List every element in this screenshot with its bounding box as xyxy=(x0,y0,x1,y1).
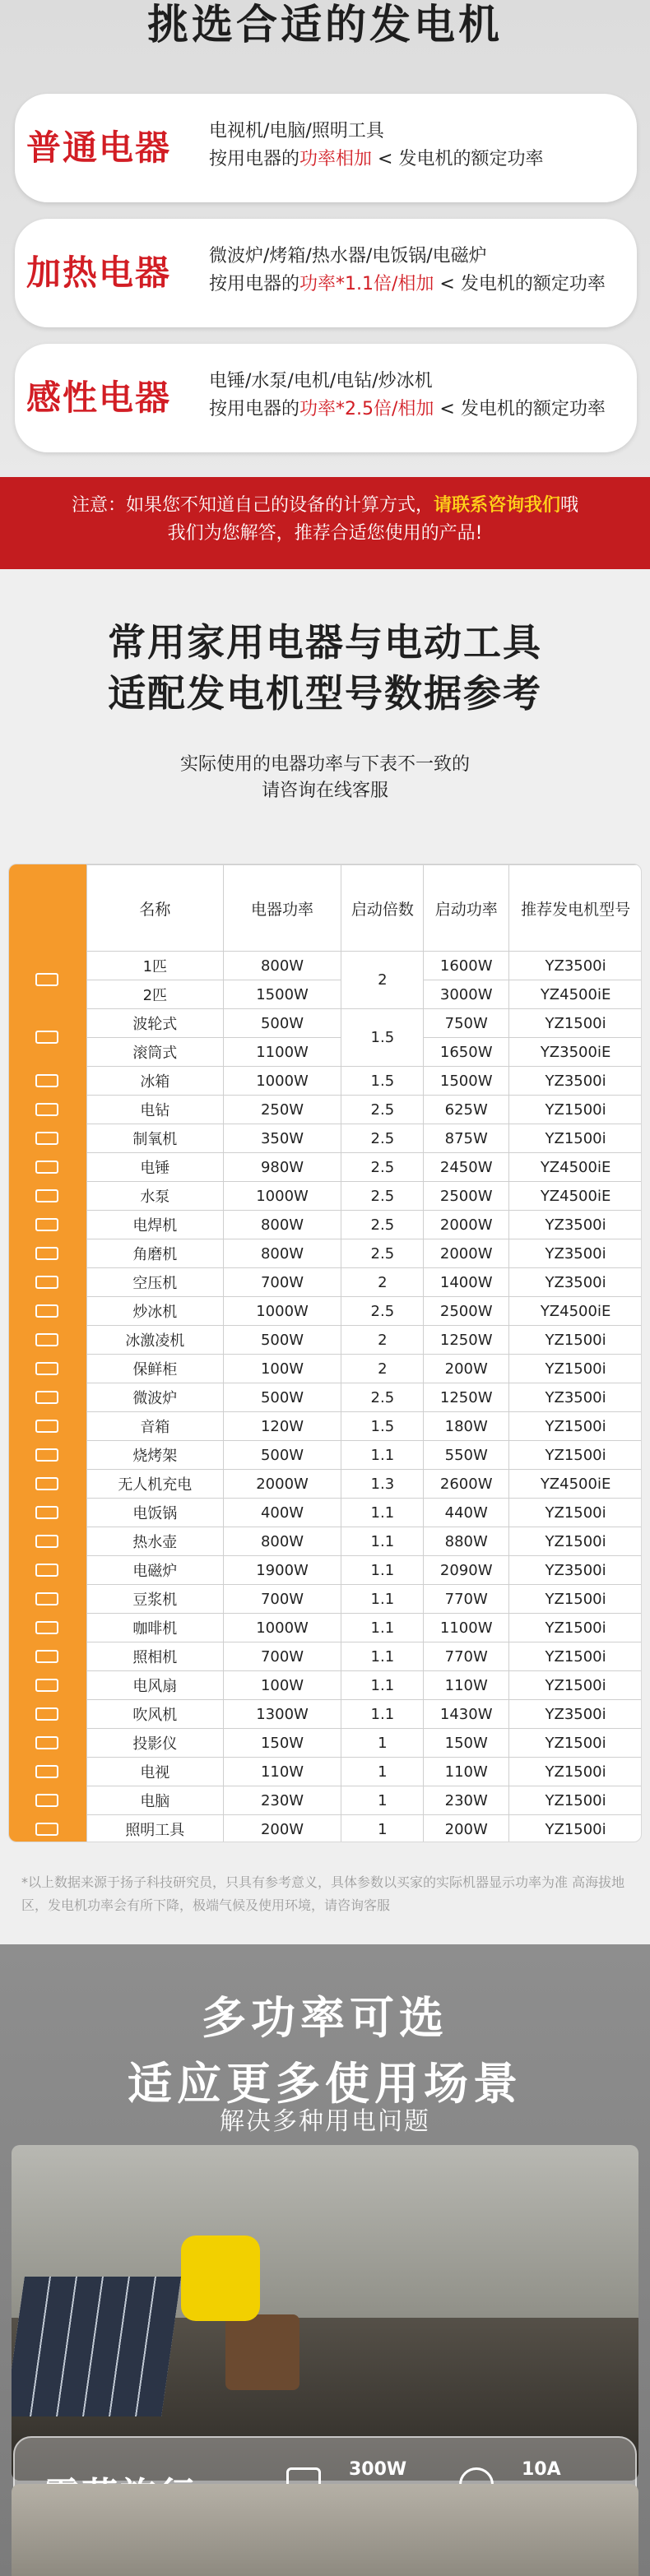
notice-line-2: 我们为您解答，推荐合适您使用的产品! xyxy=(167,523,483,544)
cell-name: 电锤 xyxy=(87,1153,224,1182)
cell-multiplier: 2.5 xyxy=(341,1096,424,1124)
table-subtitle: 实际使用的电器功率与下表不一致的 请咨询在线客服 xyxy=(179,754,470,801)
cell-multiplier: 2.5 xyxy=(341,1153,424,1182)
cell-multiplier: 1.5 xyxy=(341,1009,424,1067)
cell-power: 1000W xyxy=(223,1182,341,1211)
cell-model: YZ1500i xyxy=(509,1729,642,1758)
cell-model: YZ3500i xyxy=(509,1556,642,1585)
card-examples: 电锤/水泵/电机/电钻/炒冰机 xyxy=(209,371,433,391)
cell-name: 电钻 xyxy=(87,1096,224,1124)
cell-model: YZ1500i xyxy=(509,1412,642,1441)
cell-name: 空压机 xyxy=(87,1268,224,1297)
cell-name: 电风扇 xyxy=(87,1671,224,1700)
cell-name: 咖啡机 xyxy=(87,1614,224,1642)
cell-model: YZ1500i xyxy=(509,1585,642,1614)
card-rule: 按用电器的功率相加 < 发电机的额定功率 xyxy=(209,149,544,169)
appliance-icon xyxy=(35,1132,58,1145)
appliance-icon xyxy=(35,1161,58,1174)
cell-start-power: 2450W xyxy=(424,1153,509,1182)
cell-start-power: 2000W xyxy=(424,1211,509,1239)
cell-name: 2匹 xyxy=(87,980,224,1009)
cell-multiplier: 2.5 xyxy=(341,1124,424,1153)
header-multiplier: 启动倍数 xyxy=(341,865,424,952)
cell-start-power: 200W xyxy=(424,1815,509,1843)
table-row xyxy=(87,1211,643,1239)
cell-multiplier: 1.3 xyxy=(341,1470,424,1499)
cell-start-power: 110W xyxy=(424,1758,509,1786)
cell-start-power: 1400W xyxy=(424,1268,509,1297)
cell-name: 制氧机 xyxy=(87,1124,224,1153)
table-row xyxy=(87,1499,643,1527)
cell-power: 200W xyxy=(223,1815,341,1843)
cell-power: 800W xyxy=(223,1527,341,1556)
table-row xyxy=(87,1096,643,1124)
table-row xyxy=(87,1067,643,1096)
cell-power: 500W xyxy=(223,1326,341,1355)
cell-power: 1100W xyxy=(223,1038,341,1067)
cell-power: 500W xyxy=(223,1009,341,1038)
cell-model: YZ1500i xyxy=(509,1441,642,1470)
header-power: 电器功率 xyxy=(223,865,341,952)
cell-name: 微波炉 xyxy=(87,1383,224,1412)
cell-power: 150W xyxy=(223,1729,341,1758)
card-examples: 电视机/电脑/照明工具 xyxy=(209,121,384,141)
feature-value: 10A xyxy=(522,2459,561,2480)
appliance-icon xyxy=(35,1506,58,1519)
cell-start-power: 200W xyxy=(424,1355,509,1383)
cell-multiplier: 1.1 xyxy=(341,1556,424,1585)
appliance-icon xyxy=(35,1103,58,1116)
table-row xyxy=(87,1009,643,1038)
cell-start-power: 2600W xyxy=(424,1470,509,1499)
cell-power: 100W xyxy=(223,1355,341,1383)
cell-power: 250W xyxy=(223,1096,341,1124)
cell-name: 豆浆机 xyxy=(87,1585,224,1614)
appliance-icon xyxy=(35,1621,58,1634)
cell-multiplier: 2 xyxy=(341,952,424,1009)
cell-power: 230W xyxy=(223,1786,341,1815)
cell-model: YZ1500i xyxy=(509,1815,642,1843)
cell-multiplier: 2.5 xyxy=(341,1383,424,1412)
cell-start-power: 440W xyxy=(424,1499,509,1527)
cell-power: 800W xyxy=(223,1211,341,1239)
table-row xyxy=(87,1527,643,1556)
appliance-icon xyxy=(35,1707,58,1721)
notice-banner xyxy=(0,477,650,569)
cell-model: YZ3500iE xyxy=(509,1038,642,1067)
cell-name: 炒冰机 xyxy=(87,1297,224,1326)
cell-model: YZ1500i xyxy=(509,1786,642,1815)
appliance-icon xyxy=(35,1448,58,1462)
appliance-icon xyxy=(35,1391,58,1404)
appliance-icon xyxy=(35,1679,58,1692)
cell-start-power: 150W xyxy=(424,1729,509,1758)
table-row xyxy=(87,1815,643,1843)
cell-power: 1900W xyxy=(223,1556,341,1585)
footnote: *以上数据来源于扬子科技研究员，只具有参考意义，具体参数以买家的实际机器显示功率为准 高海拔地区，发电机功率会有所下降，极端气候及使用环境，请咨询客服 xyxy=(21,1874,625,1913)
card-examples: 微波炉/烤箱/热水器/电饭锅/电磁炉 xyxy=(209,246,487,266)
card-title: 加热电器 xyxy=(26,253,172,293)
contact-us-link[interactable]: 请联系咨询我们 xyxy=(433,495,560,516)
cell-name: 滚筒式 xyxy=(87,1038,224,1067)
cell-model: YZ1500i xyxy=(509,1671,642,1700)
cell-model: YZ1500i xyxy=(509,1009,642,1038)
reference-table-section xyxy=(0,569,650,1944)
table-row xyxy=(87,1556,643,1585)
card-normal-appliances xyxy=(15,94,637,202)
cell-multiplier: 1.5 xyxy=(341,1412,424,1441)
appliance-icon xyxy=(35,1189,58,1202)
cell-multiplier: 1 xyxy=(341,1815,424,1843)
cell-model: YZ4500iE xyxy=(509,980,642,1009)
table-row xyxy=(87,1326,643,1355)
solar-panel-shape xyxy=(12,2277,181,2416)
cell-multiplier: 1.5 xyxy=(341,1067,424,1096)
tree-stump-shape xyxy=(225,2314,299,2390)
cell-name: 冰箱 xyxy=(87,1067,224,1096)
cell-model: YZ4500iE xyxy=(509,1470,642,1499)
cell-model: YZ4500iE xyxy=(509,1182,642,1211)
cell-power: 110W xyxy=(223,1758,341,1786)
cell-model: YZ3500i xyxy=(509,1067,642,1096)
cell-name: 吹风机 xyxy=(87,1700,224,1729)
card-rule: 按用电器的功率*2.5倍/相加 < 发电机的额定功率 xyxy=(209,399,606,419)
cell-multiplier: 1.1 xyxy=(341,1671,424,1700)
cell-model: YZ1500i xyxy=(509,1642,642,1671)
table-row xyxy=(87,1614,643,1642)
cell-model: YZ1500i xyxy=(509,1096,642,1124)
table-row xyxy=(87,1441,643,1470)
cell-start-power: 1500W xyxy=(424,1067,509,1096)
appliance-icon xyxy=(35,1362,58,1375)
reference-table-card xyxy=(8,864,642,1842)
feature-value: 300W xyxy=(349,2459,407,2480)
appliance-icon xyxy=(35,1592,58,1605)
cell-name: 照明工具 xyxy=(87,1815,224,1843)
cell-power: 1000W xyxy=(223,1297,341,1326)
appliance-icon xyxy=(35,1736,58,1749)
scenarios-tagline: 解决多种用电问题 xyxy=(220,2107,430,2136)
cell-power: 350W xyxy=(223,1124,341,1153)
cell-model: YZ3500i xyxy=(509,1700,642,1729)
cell-name: 电焊机 xyxy=(87,1211,224,1239)
cell-power: 2000W xyxy=(223,1470,341,1499)
cell-multiplier: 2.5 xyxy=(341,1211,424,1239)
cell-start-power: 3000W xyxy=(424,980,509,1009)
appliance-icon xyxy=(35,973,58,986)
cell-multiplier: 1.1 xyxy=(341,1642,424,1671)
cell-name: 照相机 xyxy=(87,1642,224,1671)
cell-model: YZ4500iE xyxy=(509,1297,642,1326)
appliance-icon xyxy=(35,1333,58,1346)
cell-name: 冰激凌机 xyxy=(87,1326,224,1355)
cell-start-power: 770W xyxy=(424,1585,509,1614)
cell-model: YZ1500i xyxy=(509,1124,642,1153)
table-row xyxy=(87,1758,643,1786)
generator-shape xyxy=(181,2235,260,2321)
cell-power: 400W xyxy=(223,1499,341,1527)
cell-start-power: 770W xyxy=(424,1642,509,1671)
appliance-icon xyxy=(35,1031,58,1044)
cell-name: 电磁炉 xyxy=(87,1556,224,1585)
appliance-icon xyxy=(35,1823,58,1836)
cell-name: 电饭锅 xyxy=(87,1499,224,1527)
table-row xyxy=(87,1355,643,1383)
appliance-icon-strip xyxy=(9,864,86,1842)
cell-model: YZ1500i xyxy=(509,1355,642,1383)
appliance-icon xyxy=(35,1276,58,1289)
cell-name: 无人机充电 xyxy=(87,1470,224,1499)
cell-start-power: 1600W xyxy=(424,952,509,980)
cell-start-power: 2090W xyxy=(424,1556,509,1585)
cell-power: 980W xyxy=(223,1153,341,1182)
reference-table xyxy=(86,864,642,1842)
cell-name: 波轮式 xyxy=(87,1009,224,1038)
header-start-power: 启动功率 xyxy=(424,865,509,952)
appliance-icon xyxy=(35,1247,58,1260)
cell-power: 700W xyxy=(223,1642,341,1671)
cell-power: 120W xyxy=(223,1412,341,1441)
cell-power: 100W xyxy=(223,1671,341,1700)
appliance-icon xyxy=(35,1650,58,1663)
cell-power: 700W xyxy=(223,1268,341,1297)
table-row xyxy=(87,1268,643,1297)
cell-multiplier: 2 xyxy=(341,1326,424,1355)
appliance-icon xyxy=(35,1304,58,1318)
cell-start-power: 880W xyxy=(424,1527,509,1556)
cell-model: YZ1500i xyxy=(509,1326,642,1355)
table-header-row xyxy=(87,865,643,952)
cell-multiplier: 2.5 xyxy=(341,1182,424,1211)
appliance-icon xyxy=(35,1477,58,1490)
cell-start-power: 2500W xyxy=(424,1182,509,1211)
cell-multiplier: 2 xyxy=(341,1355,424,1383)
cell-multiplier: 1.1 xyxy=(341,1499,424,1527)
table-row xyxy=(87,1700,643,1729)
appliance-icon xyxy=(35,1218,58,1231)
table-row xyxy=(87,1124,643,1153)
cell-multiplier: 1.1 xyxy=(341,1441,424,1470)
table-row xyxy=(87,1470,643,1499)
appliance-icon xyxy=(35,1794,58,1807)
appliance-icon xyxy=(35,1074,58,1087)
cell-power: 800W xyxy=(223,952,341,980)
cell-power: 1000W xyxy=(223,1067,341,1096)
cell-start-power: 550W xyxy=(424,1441,509,1470)
cell-model: YZ3500i xyxy=(509,1239,642,1268)
cell-model: YZ3500i xyxy=(509,1211,642,1239)
table-row xyxy=(87,1729,643,1758)
cell-model: YZ3500i xyxy=(509,1383,642,1412)
cell-power: 1500W xyxy=(223,980,341,1009)
cell-power: 1000W xyxy=(223,1614,341,1642)
table-row xyxy=(87,1671,643,1700)
table-row xyxy=(87,1153,643,1182)
cell-multiplier: 1 xyxy=(341,1758,424,1786)
cell-power: 500W xyxy=(223,1383,341,1412)
camping-photo xyxy=(12,2145,638,2481)
table-row xyxy=(87,1412,643,1441)
cell-multiplier: 2.5 xyxy=(341,1239,424,1268)
appliance-icon xyxy=(35,1535,58,1548)
cell-start-power: 1650W xyxy=(424,1038,509,1067)
table-row xyxy=(87,1239,643,1268)
cell-power: 800W xyxy=(223,1239,341,1268)
cell-start-power: 1250W xyxy=(424,1326,509,1355)
cell-power: 700W xyxy=(223,1585,341,1614)
table-row xyxy=(87,1786,643,1815)
cell-multiplier: 1.1 xyxy=(341,1585,424,1614)
card-title: 普通电器 xyxy=(26,127,172,168)
cell-multiplier: 1.1 xyxy=(341,1700,424,1729)
cell-start-power: 2000W xyxy=(424,1239,509,1268)
card-inductive-appliances xyxy=(15,344,637,452)
next-scene-photo xyxy=(12,2484,638,2576)
cell-start-power: 750W xyxy=(424,1009,509,1038)
table-row xyxy=(87,1642,643,1671)
cell-start-power: 625W xyxy=(424,1096,509,1124)
cell-name: 投影仪 xyxy=(87,1729,224,1758)
cell-model: YZ1500i xyxy=(509,1614,642,1642)
card-title: 感性电器 xyxy=(26,378,172,418)
cell-name: 角磨机 xyxy=(87,1239,224,1268)
appliance-icon xyxy=(35,1564,58,1577)
cell-start-power: 1430W xyxy=(424,1700,509,1729)
cell-start-power: 110W xyxy=(424,1671,509,1700)
cell-name: 音箱 xyxy=(87,1412,224,1441)
cell-multiplier: 2.5 xyxy=(341,1297,424,1326)
table-row xyxy=(87,1297,643,1326)
cell-model: YZ1500i xyxy=(509,1499,642,1527)
cell-name: 电视 xyxy=(87,1758,224,1786)
cell-start-power: 1250W xyxy=(424,1383,509,1412)
card-rule: 按用电器的功率*1.1倍/相加 < 发电机的额定功率 xyxy=(209,274,606,294)
cell-start-power: 1100W xyxy=(424,1614,509,1642)
notice-line-1: 注意：如果您不知道自己的设备的计算方式，请联系咨询我们哦 xyxy=(71,495,579,516)
cell-start-power: 230W xyxy=(424,1786,509,1815)
table-row xyxy=(87,1383,643,1412)
cell-start-power: 2500W xyxy=(424,1297,509,1326)
cell-power: 500W xyxy=(223,1441,341,1470)
table-row xyxy=(87,952,643,980)
header-model: 推荐发电机型号 xyxy=(509,865,642,952)
cell-name: 热水壶 xyxy=(87,1527,224,1556)
section-title: 挑选合适的发电机 xyxy=(147,1,503,49)
cell-multiplier: 1.1 xyxy=(341,1527,424,1556)
appliance-icon xyxy=(35,1420,58,1433)
scenarios-title: 多功率可选 适应更多使用场景 xyxy=(128,1992,522,2110)
cell-name: 保鲜柜 xyxy=(87,1355,224,1383)
table-row xyxy=(87,1182,643,1211)
cell-name: 1匹 xyxy=(87,952,224,980)
cell-model: YZ1500i xyxy=(509,1758,642,1786)
cell-multiplier: 1 xyxy=(341,1729,424,1758)
choose-generator-section xyxy=(0,0,650,477)
cell-multiplier: 1.1 xyxy=(341,1614,424,1642)
cell-multiplier: 1 xyxy=(341,1786,424,1815)
cell-name: 烧烤架 xyxy=(87,1441,224,1470)
cell-model: YZ4500iE xyxy=(509,1153,642,1182)
cell-model: YZ3500i xyxy=(509,952,642,980)
cell-name: 电脑 xyxy=(87,1786,224,1815)
cell-power: 1300W xyxy=(223,1700,341,1729)
appliance-icon xyxy=(35,1765,58,1778)
cell-name: 水泵 xyxy=(87,1182,224,1211)
cell-start-power: 180W xyxy=(424,1412,509,1441)
card-heating-appliances xyxy=(15,219,637,327)
scenarios-section xyxy=(0,1944,650,2576)
cell-start-power: 875W xyxy=(424,1124,509,1153)
cell-multiplier: 2 xyxy=(341,1268,424,1297)
table-title: 常用家用电器与电动工具 适配发电机型号数据参考 xyxy=(108,620,542,716)
cell-model: YZ1500i xyxy=(509,1527,642,1556)
table-row xyxy=(87,1585,643,1614)
cell-model: YZ3500i xyxy=(509,1268,642,1297)
header-name: 名称 xyxy=(87,865,224,952)
